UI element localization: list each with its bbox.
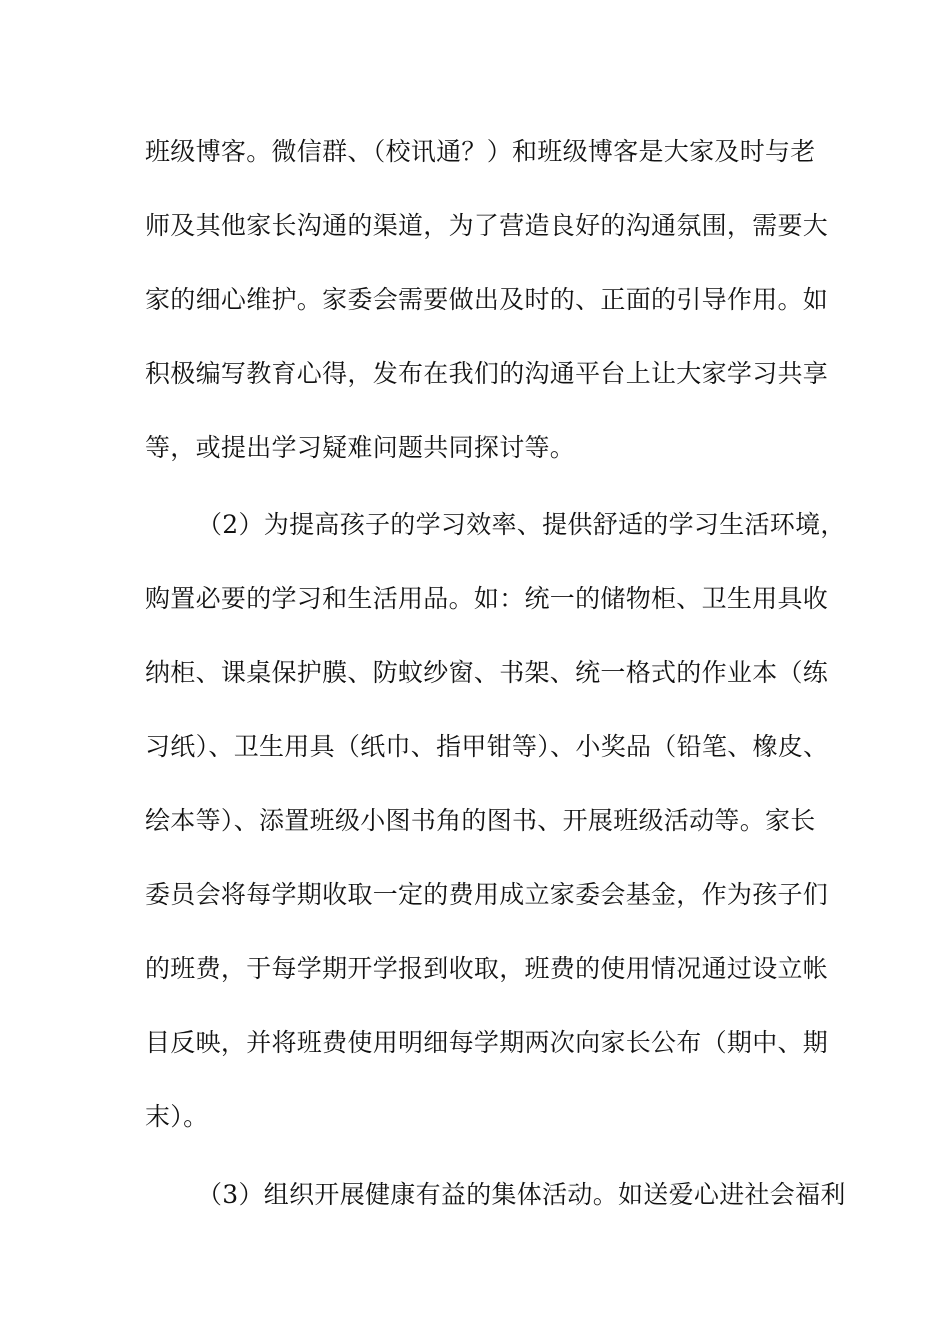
paragraph-start-line: （3）组织开展健康有益的集体活动。如送爱心进社会福利 [197, 1180, 846, 1209]
text-line: 末）。 [145, 1102, 209, 1131]
paragraph-start-line: （2）为提高孩子的学习效率、提供舒适的学习生活环境， [197, 510, 846, 539]
text-line: 纳柜、课桌保护膜、防蚊纱窗、书架、统一格式的作业本（练 [145, 658, 829, 687]
text-line: 家的细心维护。家委会需要做出及时的、正面的引导作用。如 [145, 285, 829, 314]
text-line: 等，或提出学习疑难问题共同探讨等。 [145, 433, 576, 462]
text-line: 目反映，并将班费使用明细每学期两次向家长公布（期中、期 [145, 1028, 829, 1057]
text-line: 的班费，于每学期开学报到收取，班费的使用情况通过设立帐 [145, 954, 829, 983]
text-line: 委员会将每学期收取一定的费用成立家委会基金，作为孩子们 [145, 880, 829, 909]
text-line: 购置必要的学习和生活用品。如：统一的储物柜、卫生用具收 [145, 584, 829, 613]
text-line: 师及其他家长沟通的渠道，为了营造良好的沟通氛围，需要大 [145, 211, 829, 240]
text-line: 积极编写教育心得，发布在我们的沟通平台上让大家学习共享 [145, 359, 829, 388]
text-line: 班级博客。微信群、（校讯通？）和班级博客是大家及时与老 [145, 137, 816, 166]
text-line: 绘本等）、添置班级小图书角的图书、开展班级活动等。家长 [145, 806, 816, 835]
text-line: 习纸）、卫生用具（纸巾、指甲钳等）、小奖品（铅笔、橡皮、 [145, 732, 829, 761]
